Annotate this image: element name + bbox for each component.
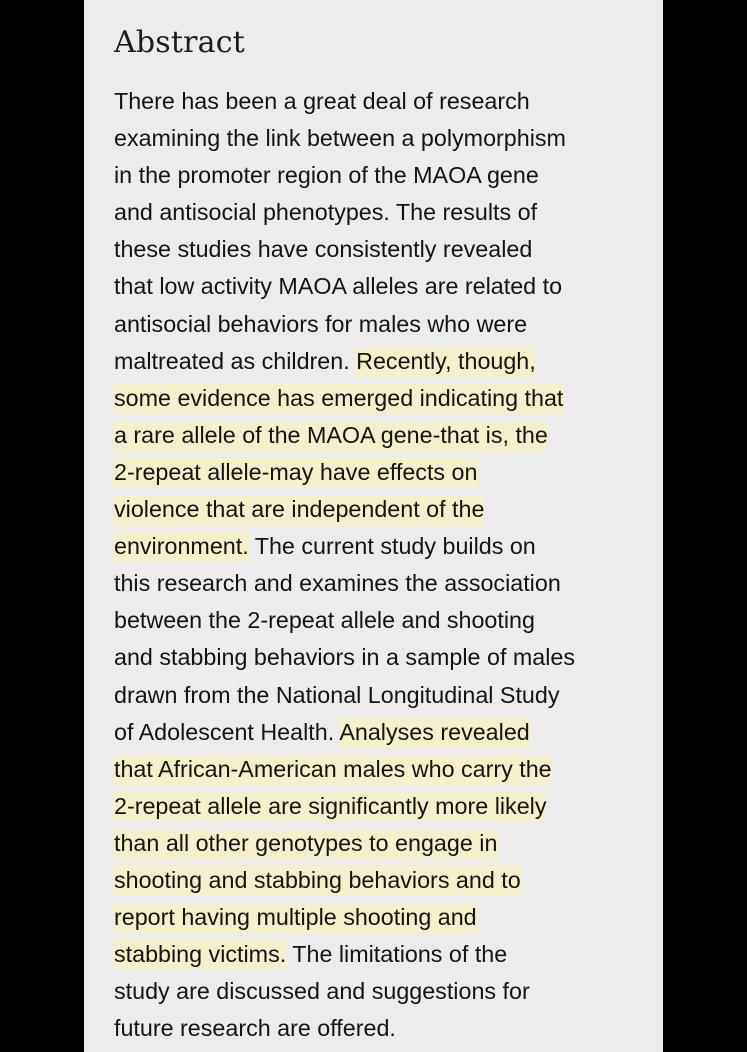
highlighted-text: environment. xyxy=(114,532,249,562)
highlighted-text: Analyses revealed xyxy=(339,718,529,748)
text-segment: maltreated as children. xyxy=(114,347,357,374)
highlighted-text: violence that are independent of the xyxy=(114,495,484,525)
abstract-line xyxy=(114,677,654,714)
abstract-line xyxy=(114,714,654,751)
abstract-line xyxy=(114,417,654,454)
abstract-line xyxy=(114,973,654,1010)
abstract-line xyxy=(114,825,654,862)
abstract-line xyxy=(114,602,654,639)
abstract-line xyxy=(114,343,654,380)
abstract-line xyxy=(114,83,654,120)
text-segment: There has been a great deal of research xyxy=(114,88,530,114)
text-segment: these studies have consistently revealed xyxy=(114,236,533,263)
text-segment: antisocial behaviors for males who were xyxy=(114,310,528,337)
abstract-line xyxy=(114,751,654,788)
text-segment: drawn from the National Longitudinal Study xyxy=(114,681,560,708)
abstract-heading: Abstract xyxy=(114,25,246,60)
abstract-line xyxy=(114,1010,654,1047)
abstract-line xyxy=(114,268,654,305)
highlighted-text: report having multiple shooting and xyxy=(114,903,477,933)
abstract-line xyxy=(114,936,654,973)
abstract-line xyxy=(114,380,654,417)
text-segment: The limitations of the xyxy=(286,941,508,968)
abstract-line xyxy=(114,788,654,825)
highlighted-text: that African-American males who carry the xyxy=(114,755,552,785)
text-segment: examining the link between a polymorphism xyxy=(114,125,566,152)
abstract-line xyxy=(114,157,654,194)
abstract-line xyxy=(114,194,654,231)
abstract-line xyxy=(114,565,654,602)
highlighted-text: a rare allele of the MAOA gene-that is, the xyxy=(114,421,548,451)
text-segment: study are discussed and suggestions for xyxy=(114,978,530,1005)
text-segment: between the 2-repeat allele and shooting xyxy=(114,607,535,634)
document-page xyxy=(84,0,663,1052)
abstract-line xyxy=(114,491,654,528)
highlighted-text: shooting and stabbing behaviors and to xyxy=(114,866,521,896)
text-segment: and stabbing behaviors in a sample of males xyxy=(114,644,576,671)
abstract-line xyxy=(114,862,654,899)
text-segment: The current study builds on xyxy=(248,533,536,560)
highlighted-text: 2-repeat allele are significantly more likely xyxy=(114,792,546,822)
abstract-line xyxy=(114,639,654,676)
highlighted-text: 2-repeat allele-may have effects on xyxy=(114,458,477,488)
highlighted-text: stabbing victims. xyxy=(114,940,286,970)
highlighted-text: some evidence has emerged indicating that xyxy=(114,384,563,414)
abstract-text xyxy=(114,83,654,1047)
highlighted-text: Recently, though, xyxy=(356,347,536,377)
highlighted-text: than all other genotypes to engage in xyxy=(114,829,497,859)
abstract-line xyxy=(114,899,654,936)
text-segment: and antisocial phenotypes. The results of xyxy=(114,199,538,226)
text-segment: future research are offered. xyxy=(114,1015,396,1042)
abstract-line xyxy=(114,528,654,565)
text-segment: in the promoter region of the MAOA gene xyxy=(114,162,539,189)
text-segment: this research and examines the association xyxy=(114,570,561,597)
text-segment: of Adolescent Health. xyxy=(114,718,340,745)
text-segment: that low activity MAOA alleles are related to xyxy=(114,273,563,300)
abstract-line xyxy=(114,120,654,157)
abstract-line xyxy=(114,231,654,268)
abstract-line xyxy=(114,454,654,491)
abstract-line xyxy=(114,306,654,343)
